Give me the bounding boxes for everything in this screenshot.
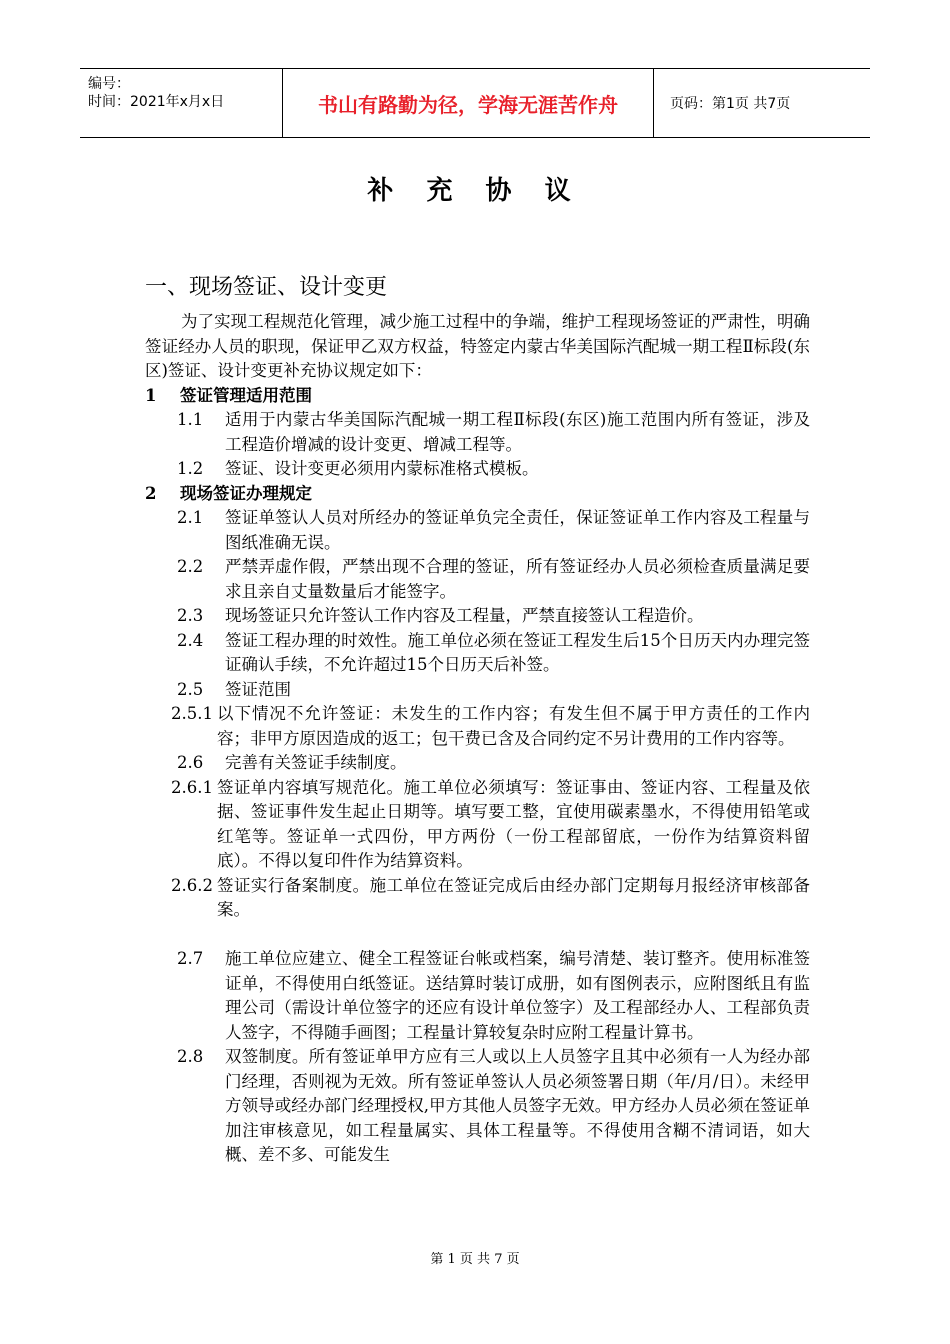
header-page-info <box>662 69 870 137</box>
clause-number: 2.2 <box>177 557 204 576</box>
clause-text: 签证实行备案制度。施工单位在签证完成后由经办部门定期每月报经济审核部备案。 <box>217 875 810 919</box>
page-info-text: 页码：第1页 共7页 <box>670 96 791 112</box>
clause-2-7 <box>145 947 810 1045</box>
clause-text: 适用于内蒙古华美国际汽配城一期工程Ⅱ标段(东区)施工范围内所有签证，涉及工程造价增减的设计变更、增减工程等。 <box>225 410 810 454</box>
clause-text: 双签制度。所有签证单甲方应有三人或以上人员签字且其中必须有一人为经办部门经理，否则视为无效。所有签证单签认人员必须签署日期（年/月/日）。未经甲方领导或经办部门经理授权,甲方其他人员签字无效。甲方经办人员必须在签证单加注审核意见，如工程量属实、具体工程量等。不得使用含糊不清词语，如大概、差不多、可能发生 <box>225 1047 810 1164</box>
header-table <box>80 68 870 138</box>
clause-text: 现场签证办理规定 <box>180 483 312 503</box>
clause-text: 完善有关签证手续制度。 <box>225 753 407 772</box>
clause-2-6-1 <box>145 776 810 874</box>
clause-text: 现场签证只允许签认工作内容及工程量，严禁直接签认工程造价。 <box>225 606 704 625</box>
clause-text: 严禁弄虚作假，严禁出现不合理的签证，所有签证经办人员必须检查质量满足要求且亲自丈量数量后才能签字。 <box>225 557 810 601</box>
clause-1 <box>145 384 810 409</box>
clause-number: 2.1 <box>177 508 204 527</box>
blank-line <box>145 923 810 948</box>
clause-1-2 <box>145 457 810 482</box>
clause-number: 2.5.1 <box>171 704 213 723</box>
clause-number: 2.4 <box>177 630 204 650</box>
clause-number: 1.1 <box>177 410 204 429</box>
clause-2-8 <box>145 1045 810 1168</box>
clause-text: 签证单签认人员对所经办的签证单负完全责任，保证签证单工作内容及工程量与图纸准确无误。 <box>225 508 810 552</box>
clause-text: 签证范围 <box>225 679 291 699</box>
document-body <box>145 310 810 1168</box>
clause-2 <box>145 482 810 507</box>
clause-2-3 <box>145 604 810 629</box>
clause-number: 2.6 <box>177 753 204 772</box>
clause-2-6 <box>145 751 810 776</box>
clause-text: 签证单内容填写规范化。施工单位必须填写：签证事由、签证内容、工程量及依据、签证事件发生起止日期等。填写要工整，宜使用碳素墨水，不得使用铅笔或红笔等。签证单一式四份，甲方两份（一份工程部留底，一份作为结算资料留底）。不得以复印件作为结算资料。 <box>217 777 810 870</box>
clause-text: 签证、设计变更必须用内蒙标准格式模板。 <box>225 459 539 478</box>
clause-number: 2.7 <box>177 949 204 968</box>
header-meta-cell <box>80 69 283 137</box>
clause-text: 以下情况不允许签证：未发生的工作内容；有发生但不属于甲方责任的工作内容；非甲方原因造成的返工；包干费已含及合同约定不另计费用的工作内容等。 <box>217 704 810 748</box>
document-title: 补 充 协 议 <box>367 176 583 206</box>
clause-number: 2.3 <box>177 606 204 625</box>
clause-2-5 <box>145 678 810 703</box>
clause-number: 2.8 <box>177 1047 204 1066</box>
number-label: 编号： <box>88 76 130 92</box>
clause-2-5-1 <box>145 702 810 751</box>
clause-number: 2.6.2 <box>171 875 213 895</box>
clause-number: 2 <box>145 483 157 503</box>
clause-text: 签证工程办理的时效性。施工单位必须在签证工程发生后15个日历天内办理完签证确认手续，不允许超过15个日历天后补签。 <box>225 630 810 674</box>
clause-2-4 <box>145 629 810 678</box>
clause-number: 2.5 <box>177 679 204 699</box>
time-label: 时间：2021年x月x日 <box>88 94 225 110</box>
clause-2-6-2 <box>145 874 810 923</box>
intro-paragraph: 为了实现工程规范化管理，减少施工过程中的争端，维护工程现场签证的严肃性，明确签证经办人员的职现，保证甲乙双方权益，特签定内蒙古华美国际汽配城一期工程Ⅱ标段(东区)签证、设计变更补充协议规定如下： <box>145 312 810 380</box>
clause-text: 签证管理适用范围 <box>180 385 312 405</box>
clause-number: 1.2 <box>177 459 204 478</box>
clause-number: 1 <box>145 385 157 405</box>
page-footer: 第 1 页 共 7 页 <box>430 1252 520 1267</box>
clause-number: 2.6.1 <box>171 777 213 797</box>
section-heading: 一、现场签证、设计变更 <box>145 275 388 300</box>
clause-text: 施工单位应建立、健全工程签证台帐或档案，编号清楚、装订整齐。使用标准签证单，不得使用白纸签证。送结算时装订成册，如有图例表示，应附图纸且有监理公司（需设计单位签字的还应有设计单位签字）及工程部经办人、工程部负责人签字，不得随手画图；工程量计算较复杂时应附工程量计算书。 <box>225 949 810 1042</box>
header-motto: 书山有路勤为径，学海无涯苦作舟 <box>283 69 654 137</box>
clause-1-1 <box>145 408 810 457</box>
clause-2-1 <box>145 506 810 555</box>
clause-2-2 <box>145 555 810 604</box>
